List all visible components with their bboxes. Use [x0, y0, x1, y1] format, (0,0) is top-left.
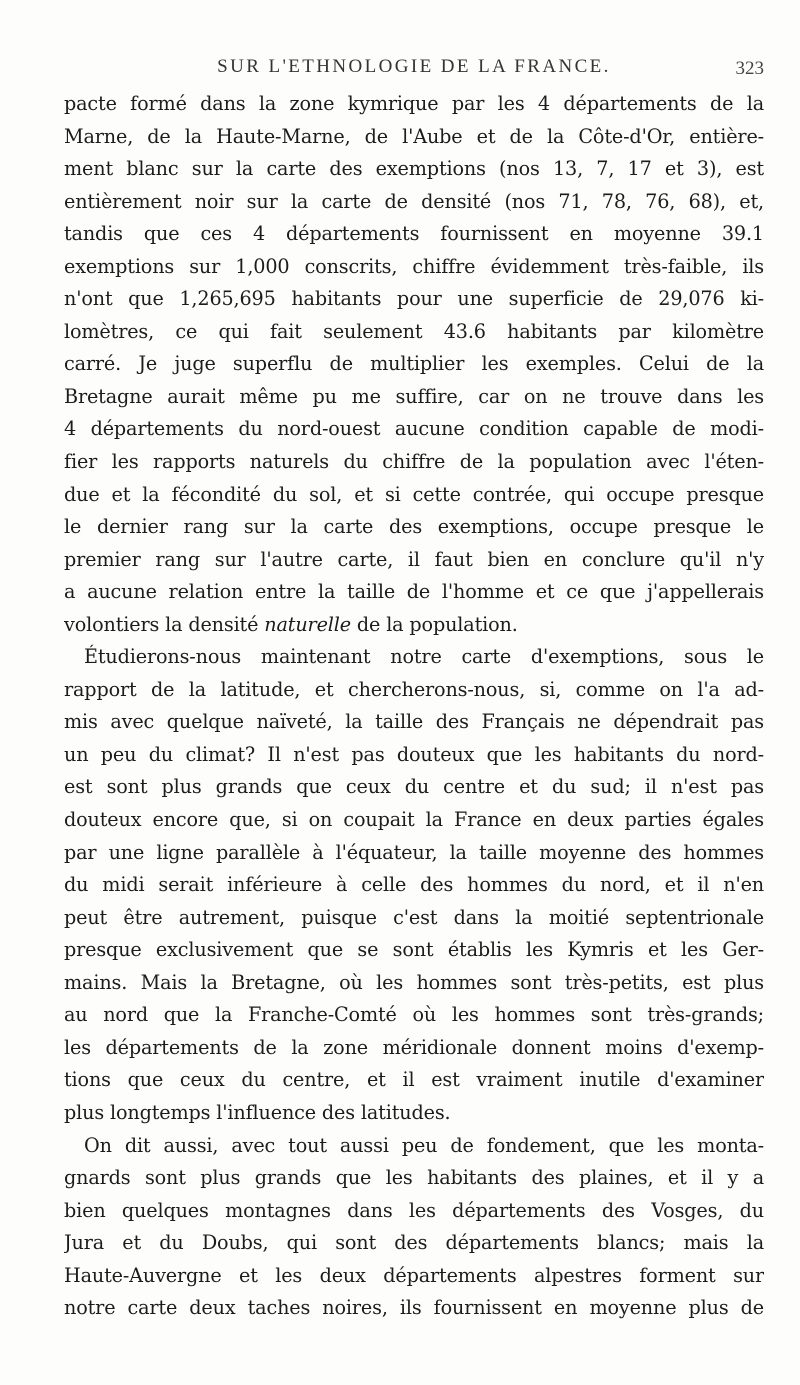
- text-line: n'ont que 1,265,695 habitants pour une superficie de 29,076 ki-: [64, 287, 764, 311]
- text-line: a aucune relation entre la taille de l'homme et ce que j'appellerais: [64, 580, 764, 604]
- text-line: un peu du climat? Il n'est pas douteux que les habitants du nord-: [64, 742, 764, 766]
- text-line: Haute-Auvergne et les deux départements alpestres forment sur: [64, 1263, 764, 1287]
- text-line: mains. Mais la Bretagne, où les hommes sont très-petits, est plus: [64, 970, 764, 994]
- text-line: gnards sont plus grands que les habitants des plaines, et il y a: [64, 1166, 764, 1190]
- text-line: pacte formé dans la zone kymrique par les 4 départements de la: [64, 92, 764, 115]
- text-line: mis avec quelque naïveté, la taille des Français ne dépendrait pas: [64, 710, 764, 734]
- text-line-paragraph-end: [64, 609, 764, 642]
- line-text: volontiers la densité: [64, 612, 259, 636]
- text-line-paragraph-start: Étudierons-nous maintenant notre carte d'exemptions, sous le: [84, 645, 764, 669]
- text-line: tions que ceux du centre, et il est vraiment inutile d'examiner: [64, 1068, 764, 1092]
- text-line: premier rang sur l'autre carte, il faut bien en conclure qu'il n'y: [64, 547, 764, 571]
- text-line: le dernier rang sur la carte des exemptions, occupe presque le: [64, 515, 764, 539]
- text-line: Bretagne aurait même pu me suffire, car on ne trouve dans les: [64, 384, 764, 408]
- text-line: exemptions sur 1,000 conscrits, chiffre évidemment très-faible, ils: [64, 254, 764, 278]
- page-number: 323: [735, 58, 764, 79]
- text-line: peut être autrement, puisque c'est dans la moitié septentrionale: [64, 905, 764, 929]
- text-line: bien quelques montagnes dans les départements des Vosges, du: [64, 1198, 764, 1222]
- body-text: [64, 88, 764, 1325]
- text-line: entièrement noir sur la carte de densité (nos 71, 78, 76, 68), et,: [64, 189, 764, 213]
- text-line: carré. Je juge superflu de multiplier les exemples. Celui de la: [64, 352, 764, 376]
- text-line: Jura et du Doubs, qui sont des départements blancs; mais la: [64, 1231, 764, 1255]
- running-title: SUR L'ETHNOLOGIE DE LA FRANCE.: [217, 56, 611, 77]
- text-line-paragraph-end: plus longtemps l'influence des latitudes.: [64, 1100, 451, 1124]
- text-line: par une ligne parallèle à l'équateur, la taille moyenne des hommes: [64, 840, 764, 864]
- text-line: due et la fécondité du sol, et si cette contrée, qui occupe presque: [64, 482, 764, 506]
- text-line: douteux encore que, si on coupait la France en deux parties égales: [64, 808, 764, 832]
- text-line: du midi serait inférieure à celle des hommes du nord, et il n'en: [64, 873, 764, 897]
- italic-term-naturelle: naturelle: [264, 612, 351, 636]
- line-tail: de la population.: [356, 612, 518, 636]
- text-line: Marne, de la Haute-Marne, de l'Aube et de la Côte-d'Or, entière-: [64, 124, 764, 148]
- text-line: lomètres, ce qui fait seulement 43.6 habitants par kilomètre: [64, 319, 764, 343]
- text-line: fier les rapports naturels du chiffre de la population avec l'éten-: [64, 450, 764, 474]
- text-line: rapport de la latitude, et chercherons-nous, si, comme on l'a ad-: [64, 677, 764, 701]
- text-line: ment blanc sur la carte des exemptions (nos 13, 7, 17 et 3), est: [64, 157, 764, 181]
- text-line: notre carte deux taches noires, ils fournissent en moyenne plus de: [64, 1296, 764, 1320]
- text-line: est sont plus grands que ceux du centre et du sud; il n'est pas: [64, 775, 764, 799]
- text-line: presque exclusivement que se sont établis les Kymris et les Ger-: [64, 938, 764, 962]
- text-line: tandis que ces 4 départements fournissent en moyenne 39.1: [64, 222, 764, 246]
- running-header: [64, 56, 764, 86]
- text-line-paragraph-start: On dit aussi, avec tout aussi peu de fondement, que les monta-: [84, 1133, 764, 1157]
- text-line: au nord que la Franche-Comté où les hommes sont très-grands;: [64, 1003, 764, 1027]
- text-line: 4 départements du nord-ouest aucune condition capable de modi-: [64, 417, 764, 441]
- text-line: les départements de la zone méridionale donnent moins d'exemp-: [64, 1035, 764, 1059]
